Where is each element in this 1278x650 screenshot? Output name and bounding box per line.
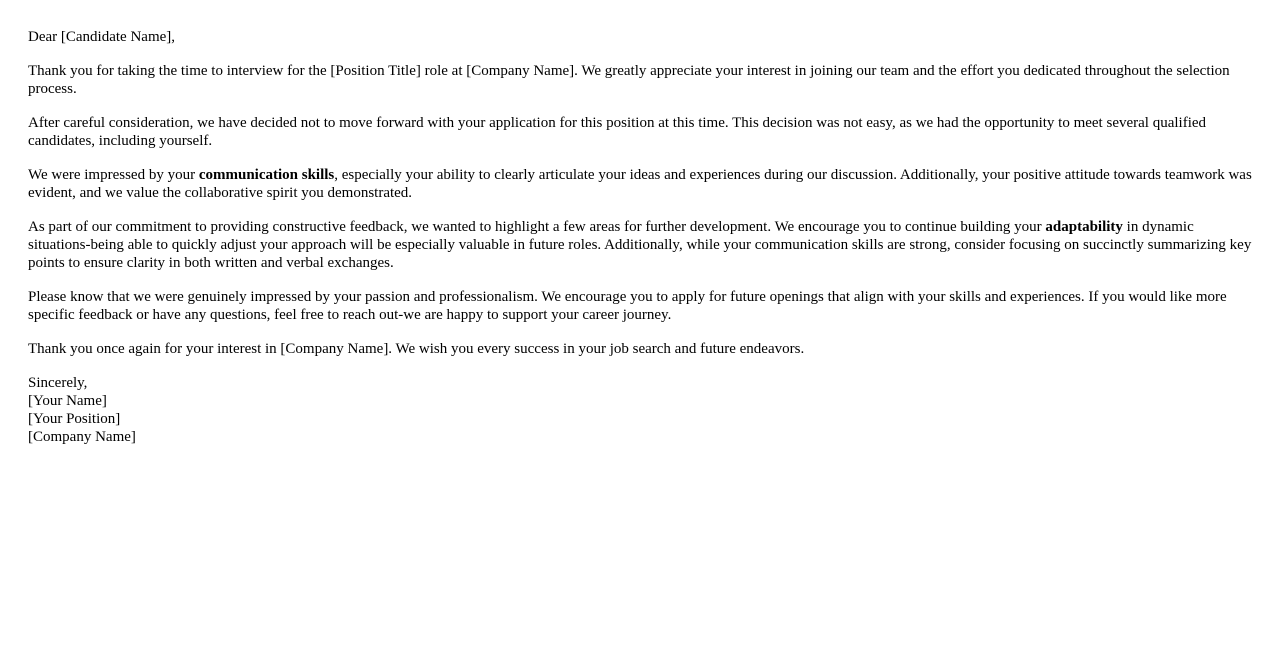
strengths-text-start: We were impressed by your	[28, 167, 199, 183]
greeting: Dear [Candidate Name],	[28, 29, 176, 45]
sender-company: [Company Name]	[28, 429, 136, 445]
strengths-text-end: , especially your ability to clearly articulate your ideas and experiences during our discussion. Additionally, your positive attitude towards teamwork was evident, and we value the collaborative spirit you demonstrated.	[28, 167, 1252, 201]
paragraph-encouragement: Please know that we were genuinely impressed by your passion and professionalism. We encourage you to apply for future openings that align with your skills and experiences. If you would like more specific feedback or have any questions, feel free to reach out-we are happy to support your career journey.	[28, 289, 1227, 323]
paragraph-thanks: Thank you once again for your interest in [Company Name]. We wish you every success in your job search and future endeavors.	[28, 341, 805, 357]
paragraph-decision: After careful consideration, we have decided not to move forward with your application for this position at this time. This decision was not easy, as we had the opportunity to meet several qualified candidates, including yourself.	[28, 115, 1207, 149]
feedback-text-end: in dynamic situations-being able to quickly adjust your approach will be especially valuable in future roles. Additionally, while your communication skills are strong, consider focusing on succinctly summarizing key points to ensure clarity in both written and verbal exchanges.	[28, 219, 1252, 271]
strength-highlight: communication skills	[198, 167, 335, 183]
feedback-text-start: As part of our commitment to providing constructive feedback, we wanted to highlight a few areas for further development. We encourage you to continue building your	[28, 219, 1046, 235]
sender-position: [Your Position]	[28, 411, 121, 427]
paragraph-strengths	[28, 166, 1256, 202]
letter-body	[28, 28, 1256, 446]
paragraph-feedback	[28, 218, 1256, 272]
closing: Sincerely,	[28, 375, 88, 391]
feedback-highlight: adaptability	[1045, 219, 1123, 235]
paragraph-intro: Thank you for taking the time to interview for the [Position Title] role at [Company Name]. We greatly appreciate your interest in joining our team and the effort you dedicated throughout the selection process.	[28, 63, 1230, 97]
signature-block	[28, 374, 1256, 446]
sender-name: [Your Name]	[28, 393, 107, 409]
